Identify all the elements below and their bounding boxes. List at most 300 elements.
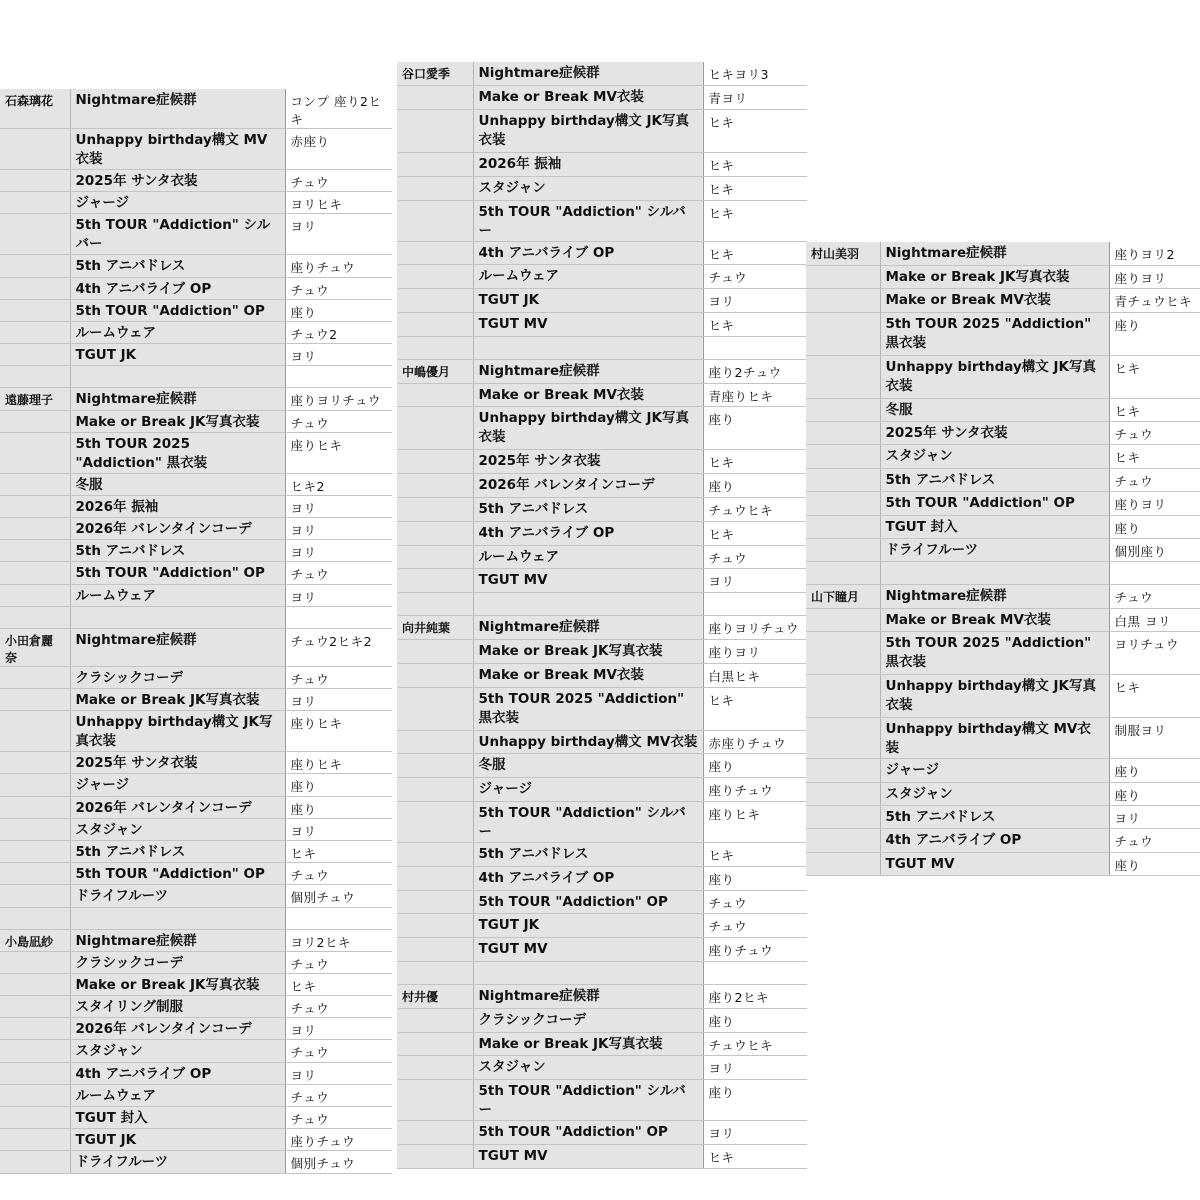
costume-name: ルームウェア bbox=[70, 1084, 285, 1106]
member-name-cell-empty bbox=[397, 110, 473, 153]
pose-value: ヒキ bbox=[703, 843, 807, 867]
pose-value: ヒキ bbox=[703, 1145, 807, 1169]
empty-cell bbox=[397, 336, 473, 359]
costume-name: Nightmare症候群 bbox=[473, 985, 703, 1009]
table-row bbox=[397, 474, 807, 498]
table-row bbox=[397, 1121, 807, 1145]
costume-name: Make or Break JK写真衣装 bbox=[70, 410, 285, 432]
table-row bbox=[0, 388, 392, 410]
pose-value: 青座りヒキ bbox=[703, 383, 807, 407]
costume-name: クラシックコーデ bbox=[473, 1008, 703, 1032]
pose-value: チュウ bbox=[285, 562, 392, 584]
separator-row bbox=[0, 606, 392, 628]
table-row bbox=[0, 666, 392, 688]
member-name-cell-empty bbox=[806, 632, 880, 675]
costume-name: 5th アニバドレス bbox=[473, 498, 703, 522]
table-row bbox=[0, 255, 392, 277]
member-name-cell-empty bbox=[397, 200, 473, 241]
table-row bbox=[806, 312, 1200, 355]
table-body bbox=[806, 242, 1200, 876]
pose-value: チュウ2ヒキ2 bbox=[285, 628, 392, 666]
costume-name: スタジャン bbox=[70, 1040, 285, 1062]
costume-name: スタジャン bbox=[473, 1056, 703, 1080]
pose-value: チュウ bbox=[285, 1107, 392, 1129]
table-row bbox=[397, 569, 807, 593]
member-name-cell-empty bbox=[397, 730, 473, 754]
table-row bbox=[397, 754, 807, 778]
member-table-middle bbox=[397, 62, 807, 1169]
pose-value: ヒキ bbox=[703, 110, 807, 153]
table-row bbox=[397, 778, 807, 802]
costume-name: Make or Break JK写真衣装 bbox=[880, 265, 1109, 288]
costume-name: スタジャン bbox=[880, 782, 1109, 805]
member-name-cell-empty bbox=[397, 265, 473, 289]
pose-value: チュウ bbox=[285, 1084, 392, 1106]
costume-name: 4th アニバライブ OP bbox=[473, 241, 703, 265]
empty-cell bbox=[397, 593, 473, 616]
empty-cell bbox=[473, 593, 703, 616]
costume-name: TGUT 封入 bbox=[70, 1107, 285, 1129]
costume-name: ドライフルーツ bbox=[880, 539, 1109, 562]
costume-name: 5th アニバドレス bbox=[70, 540, 285, 562]
member-name-cell-empty bbox=[806, 312, 880, 355]
table-row bbox=[0, 1129, 392, 1151]
costume-name: ルームウェア bbox=[70, 584, 285, 606]
costume-name: Nightmare症候群 bbox=[70, 628, 285, 666]
costume-name: 5th TOUR 2025 "Addiction" 黒衣装 bbox=[880, 312, 1109, 355]
costume-name: 5th アニバドレス bbox=[473, 843, 703, 867]
costume-name: TGUT 封入 bbox=[880, 515, 1109, 538]
costume-name: Nightmare症候群 bbox=[70, 929, 285, 951]
costume-name: 5th TOUR 2025 "Addiction" 黒衣装 bbox=[473, 687, 703, 730]
pose-value: チュウ bbox=[703, 914, 807, 938]
pose-value: ヨリ bbox=[285, 1018, 392, 1040]
costume-name: ルームウェア bbox=[70, 321, 285, 343]
costume-name: Nightmare症候群 bbox=[473, 359, 703, 383]
costume-name: TGUT MV bbox=[473, 1145, 703, 1169]
pose-value: 赤座り bbox=[285, 129, 392, 170]
separator-row bbox=[397, 336, 807, 359]
pose-value: ヒキ bbox=[703, 241, 807, 265]
costume-name: 5th TOUR "Addiction" OP bbox=[473, 890, 703, 914]
costume-name: スタジャン bbox=[880, 445, 1109, 468]
pose-value: ヒキ bbox=[1109, 675, 1200, 718]
table-row bbox=[397, 265, 807, 289]
table-row bbox=[397, 616, 807, 640]
costume-name: Make or Break MV衣装 bbox=[473, 663, 703, 687]
costume-name: ジャージ bbox=[880, 759, 1109, 782]
table-row bbox=[0, 1062, 392, 1084]
member-name-cell-empty bbox=[397, 640, 473, 664]
member-name-cell-empty bbox=[397, 866, 473, 890]
pose-value: ヨリ bbox=[285, 584, 392, 606]
costume-name: Nightmare症候群 bbox=[880, 585, 1109, 608]
table-row bbox=[806, 539, 1200, 562]
costume-name: 5th TOUR "Addiction" シルバー bbox=[70, 214, 285, 255]
table-row bbox=[397, 521, 807, 545]
member-name-cell-empty bbox=[0, 255, 70, 277]
member-name-cell-empty bbox=[397, 383, 473, 407]
member-name-cell-empty bbox=[0, 540, 70, 562]
pose-value: ヒキ bbox=[703, 450, 807, 474]
member-name-cell-empty bbox=[397, 914, 473, 938]
pose-value: 個別チュウ bbox=[285, 885, 392, 907]
costume-name: 冬服 bbox=[880, 398, 1109, 421]
table-row bbox=[397, 289, 807, 313]
empty-cell bbox=[703, 962, 807, 985]
costume-name: 5th TOUR "Addiction" OP bbox=[880, 492, 1109, 515]
pose-value: チュウ bbox=[285, 666, 392, 688]
pose-value: 座り bbox=[703, 474, 807, 498]
costume-name: ルームウェア bbox=[473, 265, 703, 289]
table-row bbox=[397, 914, 807, 938]
pose-value: 座り bbox=[703, 866, 807, 890]
table-row bbox=[806, 675, 1200, 718]
costume-name: TGUT MV bbox=[473, 313, 703, 337]
pose-value: 座り bbox=[703, 1008, 807, 1032]
pose-value: ヒキ bbox=[703, 521, 807, 545]
pose-value: ヨリ bbox=[703, 1121, 807, 1145]
empty-cell bbox=[70, 907, 285, 929]
costume-name: 5th TOUR "Addiction" シルバー bbox=[473, 802, 703, 843]
costume-name: 5th アニバドレス bbox=[880, 805, 1109, 828]
table-row bbox=[0, 473, 392, 495]
table-row bbox=[0, 584, 392, 606]
member-name-cell-empty bbox=[397, 1056, 473, 1080]
table-row bbox=[0, 628, 392, 666]
pose-value: ヨリ bbox=[703, 289, 807, 313]
member-name-cell-empty bbox=[397, 754, 473, 778]
member-name-cell-empty bbox=[397, 498, 473, 522]
member-name-cell-empty bbox=[0, 562, 70, 584]
member-name-cell-empty bbox=[0, 495, 70, 517]
costume-name: TGUT MV bbox=[473, 569, 703, 593]
member-name-cell-empty bbox=[0, 410, 70, 432]
member-name-cell-empty bbox=[397, 521, 473, 545]
costume-name: スタイリング制服 bbox=[70, 996, 285, 1018]
pose-value: 青ヨリ bbox=[703, 86, 807, 110]
pose-value: ヨリ2ヒキ bbox=[285, 929, 392, 951]
costume-name: 5th TOUR "Addiction" OP bbox=[473, 1121, 703, 1145]
pose-value: チュウヒキ bbox=[703, 1032, 807, 1056]
table-row bbox=[806, 829, 1200, 852]
table-row bbox=[0, 562, 392, 584]
member-name: 山下瞳月 bbox=[806, 585, 880, 608]
member-name-cell-empty bbox=[0, 996, 70, 1018]
table-row bbox=[0, 689, 392, 711]
empty-cell bbox=[1109, 562, 1200, 585]
pose-value: 青チュウヒキ bbox=[1109, 289, 1200, 312]
pose-value: 座り bbox=[1109, 515, 1200, 538]
table-row bbox=[397, 866, 807, 890]
costume-name: 2026年 振袖 bbox=[70, 495, 285, 517]
empty-cell bbox=[0, 366, 70, 388]
member-name-cell-empty bbox=[0, 711, 70, 752]
table-row bbox=[0, 863, 392, 885]
member-name: 遠藤理子 bbox=[0, 388, 70, 410]
table-row bbox=[397, 450, 807, 474]
pose-value: チュウ bbox=[285, 951, 392, 973]
member-name-cell-empty bbox=[0, 666, 70, 688]
table-row bbox=[806, 445, 1200, 468]
member-name-cell-empty bbox=[0, 1129, 70, 1151]
table-row bbox=[0, 518, 392, 540]
table-row bbox=[0, 1151, 392, 1173]
pose-value: チュウ bbox=[1109, 585, 1200, 608]
table-row bbox=[397, 687, 807, 730]
member-name-cell-empty bbox=[0, 214, 70, 255]
table-row bbox=[397, 843, 807, 867]
table-row bbox=[0, 1018, 392, 1040]
pose-value: 座りチュウ bbox=[703, 778, 807, 802]
pose-value: ヨリ bbox=[285, 818, 392, 840]
pose-value: ヒキ bbox=[703, 313, 807, 337]
pose-value: 白黒 ヨリ bbox=[1109, 608, 1200, 631]
pose-value: チュウ bbox=[1109, 829, 1200, 852]
empty-cell bbox=[880, 562, 1109, 585]
member-name-cell-empty bbox=[397, 176, 473, 200]
pose-value: チュウ bbox=[703, 545, 807, 569]
pose-value: ヨリ bbox=[285, 518, 392, 540]
member-name-cell-empty bbox=[806, 718, 880, 759]
member-name-cell-empty bbox=[806, 355, 880, 398]
pose-value: チュウ2 bbox=[285, 321, 392, 343]
member-name-cell-empty bbox=[0, 1040, 70, 1062]
costume-name: ドライフルーツ bbox=[70, 1151, 285, 1173]
table-row bbox=[0, 711, 392, 752]
costume-name: 4th アニバライブ OP bbox=[473, 866, 703, 890]
table-row bbox=[0, 774, 392, 796]
costume-name: 4th アニバライブ OP bbox=[70, 277, 285, 299]
table-row bbox=[806, 492, 1200, 515]
table-row bbox=[0, 996, 392, 1018]
member-name-cell-empty bbox=[0, 885, 70, 907]
pose-value: ヒキ bbox=[703, 176, 807, 200]
empty-cell bbox=[473, 962, 703, 985]
member-name-cell-empty bbox=[806, 492, 880, 515]
costume-name: 4th アニバライブ OP bbox=[880, 829, 1109, 852]
pose-value: ヨリ bbox=[703, 569, 807, 593]
table-row bbox=[0, 752, 392, 774]
member-name-cell-empty bbox=[397, 407, 473, 450]
costume-name: 冬服 bbox=[473, 754, 703, 778]
table-row bbox=[0, 432, 392, 473]
separator-row bbox=[397, 962, 807, 985]
member-name-cell-empty bbox=[0, 752, 70, 774]
pose-value: 白黒ヒキ bbox=[703, 663, 807, 687]
table-row bbox=[806, 515, 1200, 538]
pose-value: 座り bbox=[703, 1080, 807, 1121]
pose-value: ヒキ bbox=[703, 200, 807, 241]
costume-name: Nightmare症候群 bbox=[473, 62, 703, 86]
table-row bbox=[0, 929, 392, 951]
pose-value: 座り bbox=[703, 407, 807, 450]
pose-value: ヨリ bbox=[285, 344, 392, 366]
pose-value: 座りヨリチュウ bbox=[285, 388, 392, 410]
table-row bbox=[397, 985, 807, 1009]
pose-value: チュウ bbox=[285, 410, 392, 432]
separator-row bbox=[806, 562, 1200, 585]
table-row bbox=[806, 265, 1200, 288]
member-name-cell-empty bbox=[397, 313, 473, 337]
member-name-cell-empty bbox=[397, 1080, 473, 1121]
member-name-cell-empty bbox=[0, 192, 70, 214]
costume-name: Make or Break MV衣装 bbox=[880, 289, 1109, 312]
costume-name: 5th TOUR "Addiction" シルバー bbox=[473, 200, 703, 241]
costume-name: Make or Break JK写真衣装 bbox=[473, 1032, 703, 1056]
pose-value: ヒキ bbox=[1109, 355, 1200, 398]
pose-value: チュウ bbox=[285, 170, 392, 192]
member-name: 向井純葉 bbox=[397, 616, 473, 640]
member-name-cell-empty bbox=[397, 687, 473, 730]
pose-value: ヨリヒキ bbox=[285, 192, 392, 214]
member-name: 谷口愛季 bbox=[397, 62, 473, 86]
member-name-cell-empty bbox=[0, 689, 70, 711]
pose-value: ヨリ bbox=[285, 495, 392, 517]
member-name-cell-empty bbox=[0, 1018, 70, 1040]
costume-name: 2026年 バレンタインコーデ bbox=[70, 1018, 285, 1040]
member-name-cell-empty bbox=[806, 289, 880, 312]
costume-name: Make or Break JK写真衣装 bbox=[70, 973, 285, 995]
member-name: 村井優 bbox=[397, 985, 473, 1009]
pose-value: 座りヨリ bbox=[1109, 265, 1200, 288]
member-name-cell-empty bbox=[0, 584, 70, 606]
empty-cell bbox=[0, 606, 70, 628]
member-name-cell-empty bbox=[806, 265, 880, 288]
table-row bbox=[397, 802, 807, 843]
table-row bbox=[397, 241, 807, 265]
table-row bbox=[0, 1107, 392, 1129]
table-row bbox=[397, 407, 807, 450]
pose-value: 座り bbox=[285, 796, 392, 818]
pose-value: チュウ bbox=[285, 996, 392, 1018]
costume-name: Unhappy birthday構文 JK写真衣装 bbox=[473, 407, 703, 450]
pose-value: 座りヒキ bbox=[285, 432, 392, 473]
member-table-right bbox=[806, 242, 1200, 876]
table-row bbox=[806, 805, 1200, 828]
costume-name: Unhappy birthday構文 JK写真衣装 bbox=[70, 711, 285, 752]
member-name-cell-empty bbox=[0, 518, 70, 540]
costume-name: Unhappy birthday構文 MV衣装 bbox=[880, 718, 1109, 759]
member-name-cell-empty bbox=[397, 1121, 473, 1145]
pose-value: 座りヨリ bbox=[703, 640, 807, 664]
pose-value: 座り bbox=[1109, 312, 1200, 355]
table-row bbox=[806, 852, 1200, 875]
member-name-cell-empty bbox=[0, 973, 70, 995]
member-name-cell-empty bbox=[397, 545, 473, 569]
costume-name: Nightmare症候群 bbox=[473, 616, 703, 640]
table-row bbox=[806, 718, 1200, 759]
empty-cell bbox=[703, 336, 807, 359]
empty-cell bbox=[397, 962, 473, 985]
empty-cell bbox=[285, 606, 392, 628]
member-name-cell-empty bbox=[397, 474, 473, 498]
costume-name: Nightmare症候群 bbox=[70, 388, 285, 410]
table-row bbox=[806, 355, 1200, 398]
pose-value: 座り bbox=[1109, 759, 1200, 782]
pose-value: チュウ bbox=[703, 265, 807, 289]
costume-name: Unhappy birthday構文 MV衣装 bbox=[70, 129, 285, 170]
costume-name: ドライフルーツ bbox=[70, 885, 285, 907]
costume-name: 2026年 バレンタインコーデ bbox=[70, 518, 285, 540]
pose-value: ヨリ bbox=[285, 540, 392, 562]
costume-name: Unhappy birthday構文 JK写真衣装 bbox=[880, 675, 1109, 718]
pose-value: 座りヒキ bbox=[703, 802, 807, 843]
empty-cell bbox=[703, 593, 807, 616]
member-name-cell-empty bbox=[806, 805, 880, 828]
empty-cell bbox=[70, 606, 285, 628]
empty-cell bbox=[0, 907, 70, 929]
costume-name: Nightmare症候群 bbox=[880, 242, 1109, 265]
pose-value: ヨリ bbox=[285, 1062, 392, 1084]
member-name-cell-empty bbox=[806, 445, 880, 468]
pose-value: ヒキ bbox=[285, 840, 392, 862]
pose-value: 座り2チュウ bbox=[703, 359, 807, 383]
member-name: 石森璃花 bbox=[0, 89, 70, 129]
costume-name: 5th アニバドレス bbox=[70, 255, 285, 277]
member-name-cell-empty bbox=[397, 153, 473, 177]
pose-value: ヨリ bbox=[285, 214, 392, 255]
pose-value: 座りヨリチュウ bbox=[703, 616, 807, 640]
pose-value: ヨリ bbox=[1109, 805, 1200, 828]
pose-value: 座り bbox=[285, 299, 392, 321]
pose-value: 座りチュウ bbox=[285, 255, 392, 277]
costume-name: Make or Break JK写真衣装 bbox=[473, 640, 703, 664]
pose-value: 座りチュウ bbox=[285, 1129, 392, 1151]
costume-name: ジャージ bbox=[70, 774, 285, 796]
table-row bbox=[0, 299, 392, 321]
costume-name: 2026年 振袖 bbox=[473, 153, 703, 177]
pose-value: ヨリ bbox=[285, 689, 392, 711]
pose-value: チュウ bbox=[285, 863, 392, 885]
costume-name: 5th アニバドレス bbox=[880, 468, 1109, 491]
member-name: 中嶋優月 bbox=[397, 359, 473, 383]
table-row bbox=[397, 938, 807, 962]
pose-value: 座り2ヒキ bbox=[703, 985, 807, 1009]
empty-cell bbox=[285, 366, 392, 388]
member-name-cell-empty bbox=[806, 398, 880, 421]
costume-name: TGUT MV bbox=[473, 938, 703, 962]
member-name-cell-empty bbox=[397, 86, 473, 110]
member-name-cell-empty bbox=[0, 277, 70, 299]
pose-value: ヒキ bbox=[285, 973, 392, 995]
pose-value: ヒキ2 bbox=[285, 473, 392, 495]
member-name-cell-empty bbox=[806, 829, 880, 852]
pose-value: ヨリチュウ bbox=[1109, 632, 1200, 675]
costume-name: 4th アニバライブ OP bbox=[473, 521, 703, 545]
member-name-cell-empty bbox=[0, 951, 70, 973]
table-row bbox=[806, 242, 1200, 265]
table-row bbox=[0, 951, 392, 973]
table-row bbox=[0, 321, 392, 343]
member-name-cell-empty bbox=[0, 840, 70, 862]
table-row bbox=[0, 973, 392, 995]
table-row bbox=[806, 782, 1200, 805]
pose-value: 個別座り bbox=[1109, 539, 1200, 562]
member-name-cell-empty bbox=[397, 289, 473, 313]
costume-name: スタジャン bbox=[70, 818, 285, 840]
pose-value: チュウ bbox=[1109, 422, 1200, 445]
table-row bbox=[397, 730, 807, 754]
pose-value: 座り bbox=[1109, 852, 1200, 875]
table-body bbox=[397, 62, 807, 1168]
costume-name: TGUT JK bbox=[70, 344, 285, 366]
table-row bbox=[397, 86, 807, 110]
pose-value: ヒキ bbox=[1109, 445, 1200, 468]
separator-row bbox=[397, 593, 807, 616]
pose-value: チュウ bbox=[1109, 468, 1200, 491]
pose-value: ヒキ bbox=[703, 153, 807, 177]
